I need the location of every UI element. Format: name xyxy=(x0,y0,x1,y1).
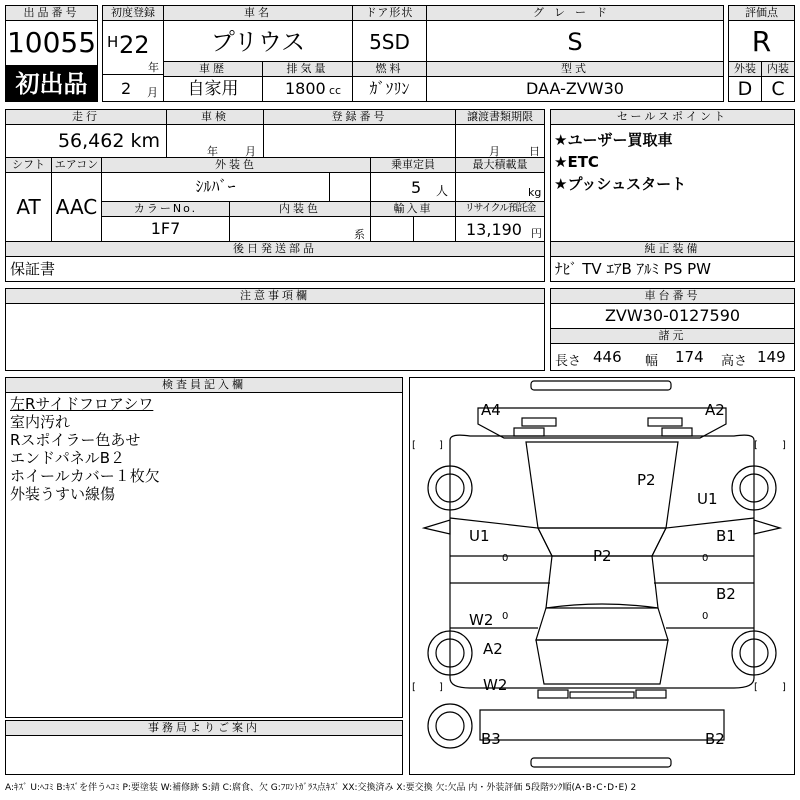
damage-mark-left-quarter: W2 xyxy=(483,676,508,694)
office-header: 事務局よりご案内 xyxy=(5,720,403,736)
length-label: 長さ xyxy=(555,354,582,369)
displacement-unit: cc xyxy=(329,84,342,97)
plate-header: 登録番号 xyxy=(263,109,456,125)
reg-year: 22 xyxy=(119,31,150,59)
recycle-fee: 13,190 xyxy=(466,220,522,239)
first-registration-month xyxy=(102,74,164,102)
interior-unit: 系 xyxy=(354,228,365,241)
lot-number: 10055 xyxy=(5,20,98,66)
rear-bumper-bar xyxy=(531,758,671,767)
import-header: 輸入車 xyxy=(370,201,456,217)
rear-bumper xyxy=(480,710,724,740)
chassis-number: ZVW30-0127590 xyxy=(550,303,795,329)
damage-mark-hood: P2 xyxy=(637,471,656,489)
length: 446 xyxy=(593,348,622,366)
damage-mark-roof: P2 xyxy=(593,547,612,565)
trunk xyxy=(536,640,668,684)
car-outline xyxy=(410,378,794,774)
headlight-left xyxy=(522,418,556,426)
displacement-cell xyxy=(262,76,353,102)
load-cell xyxy=(455,172,545,202)
seats-unit: 人 xyxy=(436,184,449,198)
model-header: 型式 xyxy=(426,61,724,77)
door-header: ドア形状 xyxy=(352,5,427,21)
paint-reading: 0 xyxy=(502,611,509,622)
damage-mark-left-rear-door: W2 xyxy=(469,611,494,629)
equipment-header: 純正装備 xyxy=(550,241,795,257)
later-parts-header: 後日発送部品 xyxy=(5,241,545,257)
import-cell-1 xyxy=(370,216,414,242)
fuel: ｶﾞｿﾘﾝ xyxy=(352,76,427,102)
inspection-year-unit: 年 xyxy=(207,145,218,158)
damage-mark-rear-bumper-right: B2 xyxy=(705,730,725,748)
color-no: 1F7 xyxy=(101,216,230,242)
inspector-notes xyxy=(5,392,403,718)
overall-score: R xyxy=(728,20,795,62)
color-header: 外装色 xyxy=(101,157,371,173)
inspection-date xyxy=(166,124,264,158)
car-name: プリウス xyxy=(163,20,353,62)
damage-mark-rear-bumper-left: B3 xyxy=(481,730,501,748)
exterior-score-header: 外装 xyxy=(728,61,762,77)
color-extra xyxy=(329,172,371,202)
first-registration-header: 初度登録 xyxy=(102,5,164,21)
inspector-line: 左Rサイドフロアシワ xyxy=(10,395,154,413)
sales-point-item: ★プッシュスタート xyxy=(554,175,687,193)
interior-score: C xyxy=(761,76,795,102)
office-info xyxy=(5,735,403,775)
displacement: 1800 xyxy=(285,79,326,98)
car-name-header: 車名 xyxy=(163,5,353,21)
rear-light-left xyxy=(538,690,568,698)
height-label: 高さ xyxy=(721,354,748,369)
transfer-month-unit: 月 xyxy=(489,145,500,158)
recycle-header: リサイクル預託金 xyxy=(455,201,545,217)
inspector-line: エンドパネルB２ xyxy=(10,449,125,467)
bracket-left-top-r: [ xyxy=(754,440,758,451)
first-registration-year xyxy=(102,20,164,75)
damage-mark-front-right: A2 xyxy=(705,401,725,419)
lot-number-header: 出品番号 xyxy=(5,5,98,21)
dims-header: 諸元 xyxy=(550,328,795,344)
chassis-header: 車台番号 xyxy=(550,288,795,304)
mirror-left xyxy=(424,520,450,534)
damage-mark-left-rear-fender: A2 xyxy=(483,640,503,658)
fuel-header: 燃料 xyxy=(352,61,427,77)
inspector-line: 室内汚れ xyxy=(10,413,71,431)
shift: AT xyxy=(5,172,52,242)
era: H xyxy=(107,33,119,51)
height: 149 xyxy=(757,348,786,366)
interior-color xyxy=(229,216,371,242)
inspector-line: ホイールカバー１枚欠 xyxy=(10,467,160,485)
bracket-right-bottom-r: ] xyxy=(782,682,786,693)
spare-wheel-hub xyxy=(436,712,464,740)
mirror-right xyxy=(754,520,780,534)
transfer-header: 譲渡書類期限 xyxy=(455,109,545,125)
history-header: 車歴 xyxy=(163,61,263,77)
dimensions xyxy=(550,343,795,371)
air-conditioner: AAC xyxy=(51,172,102,242)
grade: S xyxy=(426,20,724,62)
sales-points-header: セールスポイント xyxy=(550,109,795,125)
year-unit: 年 xyxy=(148,61,159,74)
seats: 5 xyxy=(411,178,422,197)
fog-left xyxy=(514,428,544,436)
ac-header: エアコン xyxy=(51,157,102,173)
load-header: 最大積載量 xyxy=(455,157,545,173)
month-unit: 月 xyxy=(147,86,158,99)
grade-header: グレード xyxy=(426,5,724,21)
equipment: ﾅﾋﾞ TV ｴｱB ｱﾙﾐ PS PW xyxy=(550,256,795,282)
later-parts: 保証書 xyxy=(5,256,545,282)
rear-light-right xyxy=(636,690,666,698)
recycle-cell xyxy=(455,216,545,242)
paint-reading: 0 xyxy=(702,611,709,622)
seats-cell xyxy=(370,172,456,202)
paint-reading: 0 xyxy=(702,553,709,564)
rear-glass xyxy=(536,604,668,640)
sales-point-item: ★ユーザー買取車 xyxy=(554,131,673,149)
sales-point-item: ★ETC xyxy=(554,153,599,171)
headlight-right xyxy=(648,418,682,426)
color-no-header: カラーNo. xyxy=(101,201,230,217)
shift-header: シフト xyxy=(5,157,52,173)
damage-mark-front-left: A4 xyxy=(481,401,501,419)
reg-month: 2 xyxy=(121,79,132,98)
notes-header: 注意事項欄 xyxy=(5,288,545,304)
first-listing-badge: 初出品 xyxy=(5,66,98,102)
mileage: 56,462 km xyxy=(5,124,167,158)
damage-diagram xyxy=(409,377,795,775)
width: 174 xyxy=(675,348,704,366)
damage-mark-left-front-door: U1 xyxy=(469,527,490,545)
front-panel xyxy=(478,408,726,438)
paint-reading: 0 xyxy=(502,553,509,564)
door-type: 5SD xyxy=(352,20,427,62)
fog-right xyxy=(662,428,692,436)
inspector-line: Rスポイラー色あせ xyxy=(10,431,141,449)
bracket-right-top-r: ] xyxy=(782,440,786,451)
front-bumper-bar xyxy=(531,381,671,390)
transfer-day-unit: 日 xyxy=(529,145,540,158)
plate-number xyxy=(263,124,456,158)
exterior-color: ｼﾙﾊﾞｰ xyxy=(101,172,330,202)
legend: A:ｷｽﾞ U:ﾍｺﾐ B:ｷｽﾞを伴うﾍｺﾐ P:要塗装 W:補修跡 S:錆 C:腐食、欠 G:ﾌﾛﾝﾄｶﾞﾗｽ点ｷｽﾞ XX:交換済み X:要交換 欠:欠品 内・外装評価 5段階ﾗﾝｸ順(A･B･C･D･E) 2 xyxy=(5,783,637,793)
notes xyxy=(5,303,545,371)
spare-wheel xyxy=(428,704,472,748)
bracket-left-bottom-r: [ xyxy=(754,682,758,693)
damage-mark-right-front-fender: U1 xyxy=(697,490,718,508)
damage-mark-right-rear-door: B2 xyxy=(716,585,736,603)
displacement-header: 排気量 xyxy=(262,61,353,77)
history: 自家用 xyxy=(163,76,263,102)
transfer-date xyxy=(455,124,545,158)
right-front-door-line xyxy=(652,518,754,556)
seats-header: 乗車定員 xyxy=(370,157,456,173)
inspector-header: 検査員記入欄 xyxy=(5,377,403,393)
sales-points xyxy=(550,124,795,242)
bracket-left-bottom: [ xyxy=(412,682,416,693)
mileage-header: 走行 xyxy=(5,109,167,125)
bracket-right-top: ] xyxy=(439,440,443,451)
bracket-right-bottom: ] xyxy=(439,682,443,693)
exterior-score: D xyxy=(728,76,762,102)
bracket-left-top: [ xyxy=(412,440,416,451)
inspection-month-unit: 月 xyxy=(245,145,256,158)
load-unit: kg xyxy=(528,186,542,199)
width-label: 幅 xyxy=(645,354,659,369)
import-cell-2 xyxy=(413,216,456,242)
recycle-unit: 円 xyxy=(531,227,542,240)
rear-garnish xyxy=(570,692,634,698)
inspector-line: 外装うすい線傷 xyxy=(10,485,116,503)
inspection-header: 車検 xyxy=(166,109,264,125)
damage-mark-right-front-door: B1 xyxy=(716,527,736,545)
left-front-door-line xyxy=(450,518,552,556)
score-header: 評価点 xyxy=(728,5,795,21)
interior-score-header: 内装 xyxy=(761,61,795,77)
model: DAA-ZVW30 xyxy=(426,76,724,102)
interior-color-header: 内装色 xyxy=(229,201,371,217)
